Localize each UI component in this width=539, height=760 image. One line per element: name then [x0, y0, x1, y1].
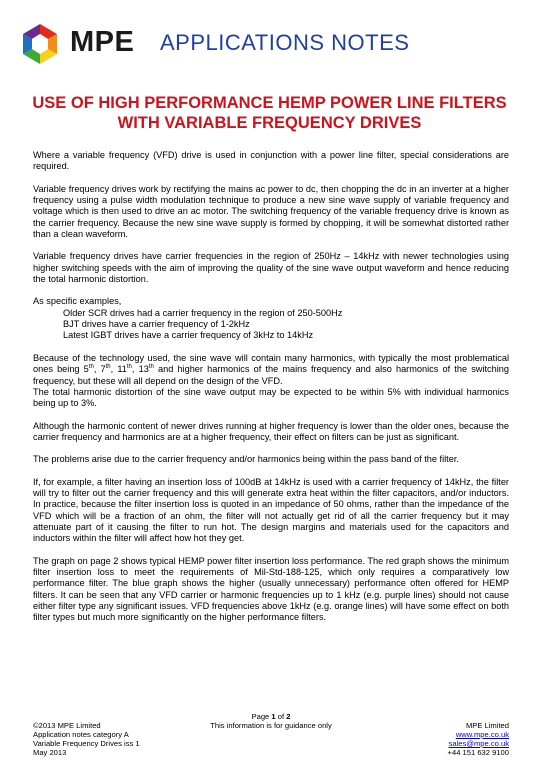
- paragraph-how-vfd-works: Variable frequency drives work by rectifying the mains ac power to dc, then chopping the dc in an inverter at a higher frequency using a pulse width modulation technique to produce a new sine wave supply of variable frequency and voltage which is then used to drive an ac motor. The switching frequency of the variable frequency drive is known as the carrier frequency. Because the new sine wave supply is formed by chopping, it will be somewhat distorted rather than a clean waveform.: [33, 183, 509, 240]
- footer-copyright: ©2013 MPE Limited: [33, 721, 101, 730]
- examples-block: [33, 296, 509, 341]
- paragraph-carrier-frequencies: Variable frequency drives have carrier frequencies in the region of 250Hz – 14kHz with newer technologies using higher switching speeds with the aim of improving the quality of the sine wave output waveform and hence reducing the total harmonic distortion.: [33, 251, 509, 285]
- footer-company: MPE Limited: [465, 721, 509, 730]
- document-title-line-2: WITH VARIABLE FREQUENCY DRIVES: [117, 114, 422, 132]
- footer-category: Application notes category A: [33, 730, 129, 739]
- paragraph-example-filter: If, for example, a filter having an insertion loss of 100dB at 14kHz is used with a carrier frequency of 14kHz, the filter will try to filter out the carrier frequency and this will generate extra heat within the filter capacitors, and/or inductors. In practice, because the filter insertion loss is quoted in an impedance of 50 ohms, rather than the impedance of the VFD which will be a fraction of an ohm, the filter will not actually get rid of all the carrier frequency but it may attenuate part of it causing the filter to run hot. The design margins and materials used for the capacitors and inductors within the filter will affect how hot they get.: [33, 476, 509, 544]
- paragraph-harmonics: Because of the technology used, the sine wave will contain many harmonics, with typically the most problematical ones being 5th, 7th, 11th, 13th and higher harmonics of the mains frequency and also harmonics of the switching frequency, but these will all depend on the design of the VFD.: [33, 352, 509, 386]
- footer-phone: +44 151 632 9100: [447, 748, 509, 757]
- example-item: Older SCR drives had a carrier frequency in the region of 250-500Hz: [63, 307, 343, 318]
- document-body: [33, 150, 509, 635]
- paragraph-newer-drives: Although the harmonic content of newer drives running at higher frequency is lower than the older ones, because the carrier frequency and harmonics are at a higher frequency, their effect on filters can be just as significant.: [33, 420, 509, 442]
- page-header-title: APPLICATIONS NOTES: [160, 30, 410, 55]
- paragraph-thd: The total harmonic distortion of the sine wave output may be expected to be within 5% with individual harmonics being up to 3%.: [33, 386, 509, 409]
- footer-guidance: This information is for guidance only: [210, 721, 332, 730]
- page-number: Page 1 of 2: [251, 712, 291, 721]
- paragraph-intro: Where a variable frequency (VFD) drive is used in conjunction with a power line filter, special considerations are required.: [33, 150, 509, 172]
- footer-issue: Variable Frequency Drives iss 1: [33, 739, 140, 748]
- example-item: Latest IGBT drives have a carrier frequency of 3kHz to 14kHz: [63, 330, 314, 341]
- footer-date: May 2013: [33, 748, 67, 757]
- example-item: BJT drives have a carrier frequency of 1-2kHz: [63, 319, 250, 330]
- email-link[interactable]: sales@mpe.co.uk: [448, 739, 509, 748]
- document-title-line-1: USE OF HIGH PERFORMANCE HEMP POWER LINE FILTERS: [32, 94, 507, 112]
- examples-intro: As specific examples,: [33, 296, 122, 307]
- website-link[interactable]: www.mpe.co.uk: [455, 730, 509, 739]
- paragraph-problems: The problems arise due to the carrier frequency and/or harmonics being within the pass band of the filter.: [33, 454, 459, 465]
- brand-name: MPE: [70, 26, 135, 58]
- paragraph-graph-description: The graph on page 2 shows typical HEMP power filter insertion loss performance. The red graph shows the minimum filter insertion loss to meet the requirements of Mil-Std-188-125, which only requires a comparatively low performance filter. The blue graph shows the higher (usually unnecessary) performance often offered for HEMP filters. It can be seen that any VFD carrier or harmonic frequencies up to 1 kHz (e.g. purple lines) should not cause either filter type any significant issues. VFD frequencies above 1kHz (e.g. orange lines) will have some effect on both filter types but much more significantly on the higher performance filters.: [33, 555, 509, 623]
- mpe-hexagon-logo-icon: [18, 22, 62, 66]
- document-title: [0, 93, 539, 133]
